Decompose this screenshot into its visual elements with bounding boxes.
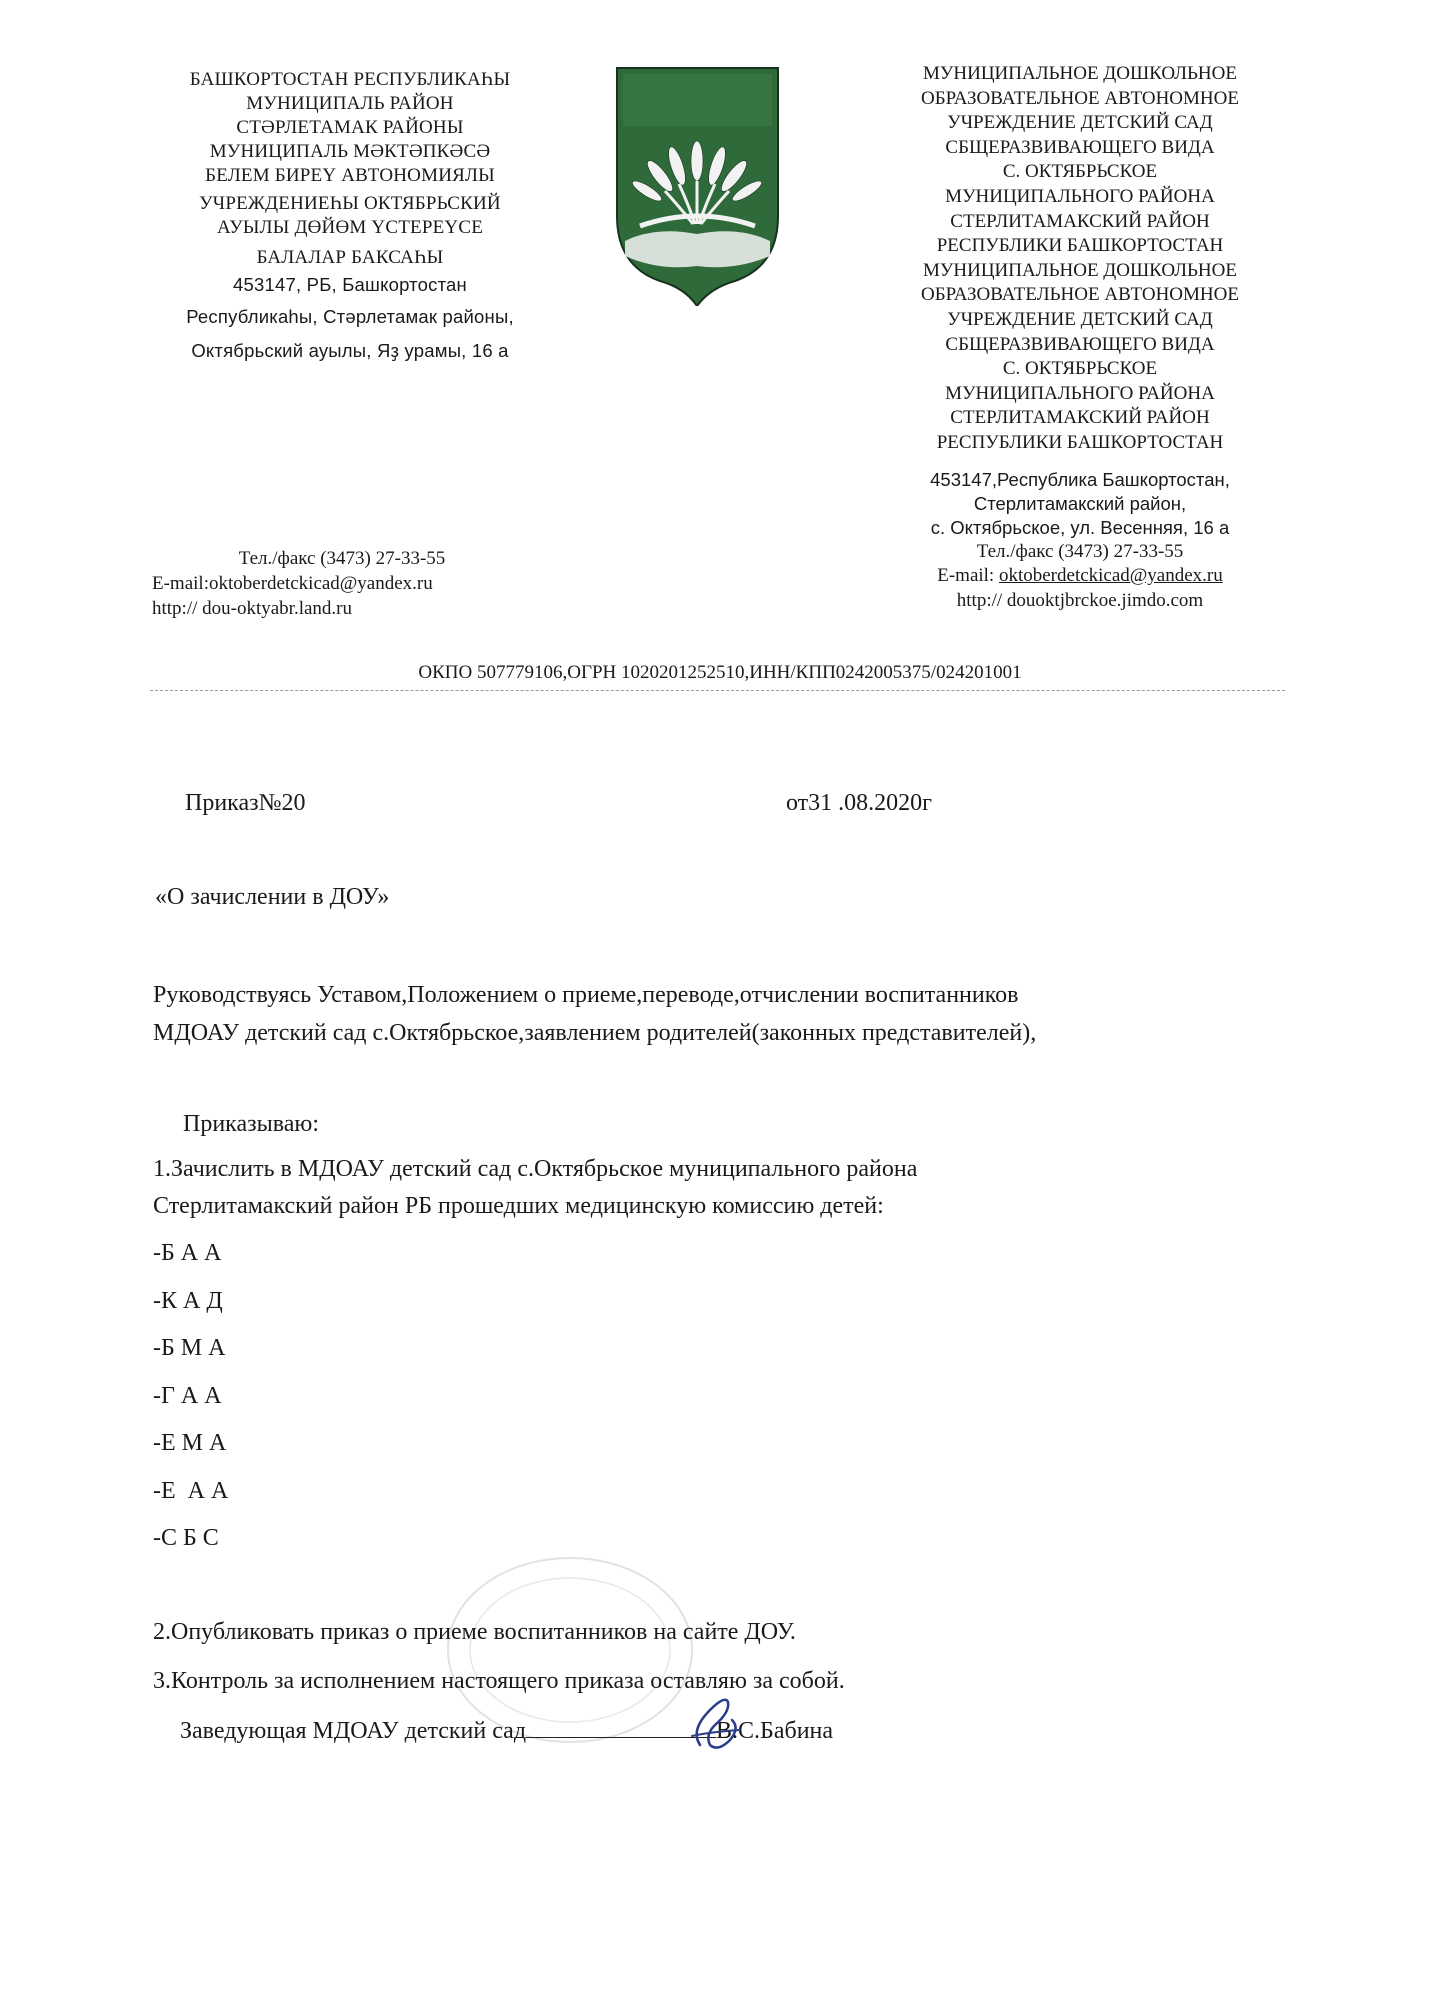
contact-left-block bbox=[152, 546, 532, 621]
header-left-block bbox=[150, 68, 550, 368]
order-item-1-line-1: 1.Зачислить в МДОАУ детский сад с.Октябрьское муниципального района bbox=[153, 1156, 918, 1182]
order-date: от31 .08.2020г bbox=[786, 790, 933, 816]
header-left-line: МУНИЦИПАЛЬ РАЙОН bbox=[246, 93, 454, 114]
header-right-site-link[interactable]: http:// douoktjbrckoe.jimdo.com bbox=[956, 589, 1204, 611]
header-right-email-row bbox=[870, 564, 1290, 589]
order-item-1-line-2: Стерлитамакский район РБ прошедших медицинскую комиссию детей: bbox=[153, 1193, 884, 1219]
header-left-email-link[interactable]: E-mail:oktoberdetckicad@yandex.ru bbox=[152, 573, 433, 594]
header-right-line: МУНИЦИПАЛЬНОГО РАЙОНА bbox=[945, 185, 1215, 207]
child-list-item: -К А Д bbox=[153, 1288, 223, 1314]
header-right-line: УЧРЕЖДЕНИЕ ДЕТСКИЙ САД bbox=[947, 112, 1213, 134]
header-left-line: УЧРЕЖДЕНИЕҺЫ ОКТЯБРЬСКИЙ bbox=[199, 193, 501, 214]
signatory-name: В.С.Бабина bbox=[716, 1718, 834, 1744]
header-right-block bbox=[870, 62, 1290, 613]
header-right-line: СБЩЕРАЗВИВАЮЩЕГО ВИДА bbox=[945, 136, 1215, 158]
header-right-line: ОБРАЗОВАТЕЛЬНОЕ АВТОНОМНОЕ bbox=[921, 284, 1239, 306]
order-preamble-line-1: Руководствуясь Уставом,Положением о приеме,переводе,отчислении воспитанников bbox=[153, 982, 1019, 1008]
header-right-phone: Тел./факс (3473) 27-33-55 bbox=[976, 540, 1184, 562]
header-right-line: РЕСПУБЛИКИ БАШКОРТОСТАН bbox=[936, 235, 1224, 257]
child-list-item: -Г А А bbox=[153, 1383, 222, 1409]
header-left-line: БАШКОРТОСТАН РЕСПУБЛИКАҺЫ bbox=[189, 69, 511, 90]
header-left-line: БЕЛЕМ БИРЕҮ АВТОНОМИЯЛЫ bbox=[205, 165, 495, 186]
header-left-phone: Тел./факс (3473) 27-33-55 bbox=[238, 548, 446, 569]
order-item-2: 2.Опубликовать приказ о приеме воспитанников на сайте ДОУ. bbox=[153, 1619, 796, 1645]
header-right-email-link[interactable]: oktoberdetckicad@yandex.ru bbox=[998, 565, 1223, 587]
header-right-line: МУНИЦИПАЛЬНОЕ ДОШКОЛЬНОЕ bbox=[923, 259, 1237, 281]
header-right-address: с. Октябрьское, ул. Весенняя, 16 а bbox=[930, 516, 1230, 538]
header-divider bbox=[150, 690, 1285, 691]
child-list-item: -Б М А bbox=[153, 1335, 226, 1361]
header-right-line: СТЕРЛИТАМАКСКИЙ РАЙОН bbox=[950, 210, 1210, 232]
header-right-line: СБЩЕРАЗВИВАЮЩЕГО ВИДА bbox=[945, 333, 1215, 355]
header-right-line: ОБРАЗОВАТЕЛЬНОЕ АВТОНОМНОЕ bbox=[921, 87, 1239, 109]
header-left-address: Октябрьский ауылы, Яҙ урамы, 16 а bbox=[191, 340, 509, 361]
header-right-line: С. ОКТЯБРЬСКОЕ bbox=[1002, 161, 1158, 183]
header-left-line: АУЫЛЫ ДӨЙӨМ ҮСТЕРЕҮСЕ bbox=[216, 217, 484, 238]
header-right-line: СТЕРЛИТАМАКСКИЙ РАЙОН bbox=[950, 407, 1210, 429]
order-preamble-line-2: МДОАУ детский сад с.Октябрьское,заявлением родителей(законных представителей), bbox=[153, 1020, 1037, 1046]
header-left-line: БАЛАЛАР БАКСАҺЫ bbox=[256, 247, 444, 268]
registration-codes: ОКПО 507779106,ОГРН 1020201252510,ИНН/КПП0242005375/024201001 bbox=[418, 662, 1022, 683]
order-number: Приказ№20 bbox=[185, 790, 306, 816]
signatory-title: Заведующая МДОАУ детский сад bbox=[180, 1718, 527, 1744]
email-label: E-mail: bbox=[937, 565, 999, 587]
child-list-item: -Б А А bbox=[153, 1240, 222, 1266]
header-right-address: 453147,Республика Башкортостан, bbox=[930, 468, 1230, 490]
header-left-line: СТӘРЛЕТАМАК РАЙОНЫ bbox=[236, 117, 464, 138]
header-right-line: С. ОКТЯБРЬСКОЕ bbox=[1002, 358, 1158, 380]
order-item-3: 3.Контроль за исполнением настоящего приказа оставляю за собой. bbox=[153, 1668, 845, 1694]
header-right-line: УЧРЕЖДЕНИЕ ДЕТСКИЙ САД bbox=[947, 308, 1213, 330]
child-list-item: -Е М А bbox=[153, 1430, 227, 1456]
header-left-site-link[interactable]: http:// dou-oktyabr.land.ru bbox=[152, 598, 353, 619]
child-list-item: -С Б С bbox=[153, 1525, 219, 1551]
header-right-line: РЕСПУБЛИКИ БАШКОРТОСТАН bbox=[936, 431, 1224, 453]
header-left-address: Республикаһы, Стәрлетамак районы, bbox=[186, 306, 514, 327]
header-right-line: МУНИЦИПАЛЬНОГО РАЙОНА bbox=[945, 382, 1215, 404]
coat-of-arms-emblem bbox=[615, 66, 780, 306]
order-subject: «О зачислении в ДОУ» bbox=[155, 884, 390, 910]
header-left-line: МУНИЦИПАЛЬ МӘКТӘПКӘСӘ bbox=[209, 141, 491, 162]
header-right-address: Стерлитамакский район, bbox=[973, 492, 1187, 514]
order-command: Приказываю: bbox=[183, 1111, 319, 1137]
header-right-line: МУНИЦИПАЛЬНОЕ ДОШКОЛЬНОЕ bbox=[923, 63, 1237, 84]
handwritten-signature bbox=[670, 1690, 760, 1760]
header-left-address: 453147, РБ, Башкортостан bbox=[233, 274, 467, 295]
child-list-item: -Е А А bbox=[153, 1478, 229, 1504]
